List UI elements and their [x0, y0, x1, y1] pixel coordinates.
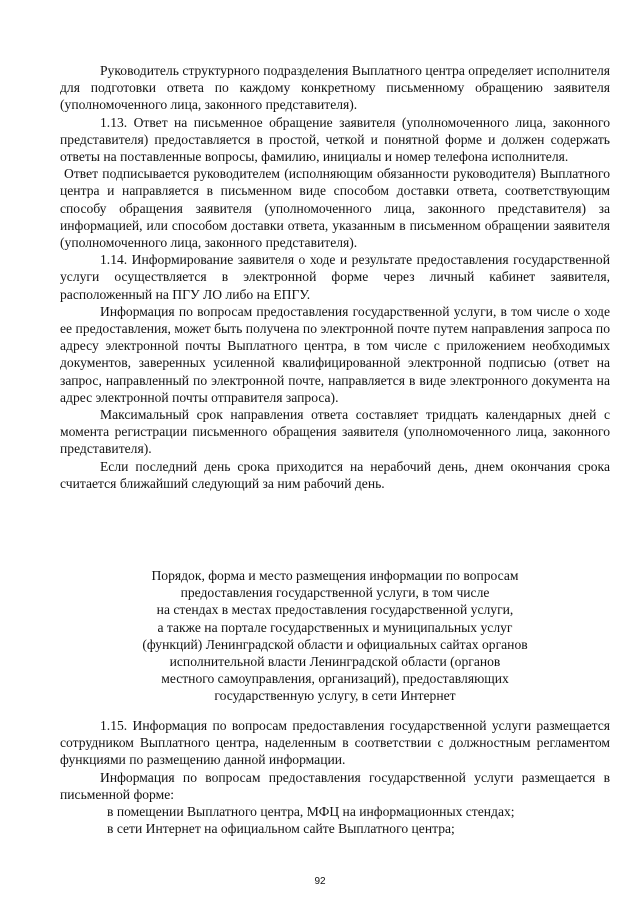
heading-line: исполнительной власти Ленинградской области (органов	[169, 654, 501, 670]
list-item: в сети Интернет на официальном сайте Выплатного центра;	[107, 821, 455, 837]
list-item: в помещении Выплатного центра, МФЦ на информационных стендах;	[107, 804, 515, 820]
heading-line: Порядок, форма и место размещения информации по вопросам	[151, 568, 519, 583]
body-text-bottom	[60, 717, 610, 837]
paragraph: 1.15. Информация по вопросам предоставления государственной услуги размещается сотрудником Выплатного центра, наделенным в соответствии с должностным регламентом функциями по размещению данной информации.	[60, 718, 610, 768]
paragraph: Информация по вопросам предоставления государственной услуги, в том числе о ходе ее предоставления, может быть получена по электронной почте путем направления запроса по адресу электронной почты Выплатного центра, в том числе с приложением необходимых документов, заверенных усиленной квалифицированной электронной подписью (ответ на запрос, направленный по электронной почте, направляется в виде электронного документа на адрес электронной почты отправителя запроса).	[60, 303, 610, 405]
heading-line: а также на портале государственных и муниципальных услуг	[157, 619, 513, 635]
heading-line: (функций) Ленинградской области и официальных сайтах органов	[142, 636, 528, 652]
paragraph: Максимальный срок направления ответа составляет тридцать календарных дней с момента регистрации письменного обращения заявителя (уполномоченного лица, законного представителя).	[60, 407, 610, 457]
heading-line: местного самоуправления, организаций), предоставляющих	[161, 671, 509, 687]
page-number: 92	[314, 876, 326, 887]
paragraph: Руководитель структурного подразделения Выплатного центра определяет исполнителя для подготовки ответа по каждому конкретному письменному обращению заявителя (уполномоченного лица, законного представителя).	[60, 63, 610, 113]
paragraph: Ответ подписывается руководителем (исполняющим обязанности руководителя) Выплатного центра и направляется в письменном виде способом доставки ответа, соответствующим способу обращения заявителя (уполномоченного лица, законного представителя) за информацией, или способом доставки ответа, указанным в письменном обращении заявителя (уполномоченного лица, законного представителя).	[60, 166, 610, 251]
paragraph: 1.13. Ответ на письменное обращение заявителя (уполномоченного лица, законного представителя) предоставляется в простой, четкой и понятной форме и должен содержать ответы на поставленные вопросы, фамилию, инициалы и номер телефона исполнителя.	[60, 114, 610, 165]
heading-line: предоставления государственной услуги, в том числе	[180, 585, 490, 601]
body-text-top	[60, 62, 610, 492]
heading-line: на стендах в местах предоставления государственной услуги,	[156, 602, 514, 618]
paragraph: 1.14. Информирование заявителя о ходе и результате предоставления государственной услуги осуществляется в электронной форме через личный кабинет заявителя, расположенный на ПГУ ЛО либо на ЕПГУ.	[60, 252, 610, 302]
section-heading	[130, 567, 540, 705]
paragraph: Если последний день срока приходится на нерабочий день, днем окончания срока считается ближайший следующий за ним рабочий день.	[60, 458, 610, 491]
heading-line: государственную услугу, в сети Интернет	[214, 688, 456, 704]
paragraph: Информация по вопросам предоставления государственной услуги размещается в письменной форме:	[60, 769, 610, 802]
